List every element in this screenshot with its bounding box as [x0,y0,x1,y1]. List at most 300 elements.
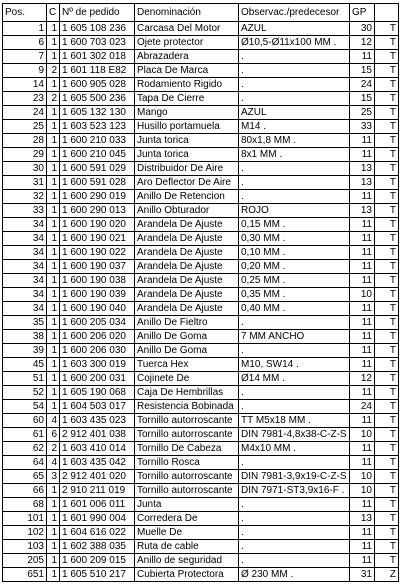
table-row [3,92,399,106]
cell-order-number: 1 600 209 015 [60,554,135,568]
cell-order-number: 1 600 190 021 [60,232,135,246]
table-row [3,246,399,260]
cell-pos: 25 [3,120,47,134]
cell-pos: 64 [3,456,47,470]
cell-type: T [375,512,399,526]
cell-pos: 28 [3,134,47,148]
cell-pos: 14 [3,78,47,92]
cell-notes: . [239,78,350,92]
cell-description: Arandela De Ajuste [135,232,239,246]
cell-notes: . [239,176,350,190]
cell-notes: . [239,554,350,568]
cell-gp: 15 [350,64,375,78]
cell-description: Ojete protector [135,36,239,50]
cell-pos: 34 [3,302,47,316]
cell-description: Tuerca Hex [135,358,239,372]
cell-notes: 0,35 MM . [239,288,350,302]
cell-order-number: 1 600 206 030 [60,344,135,358]
cell-pos: 34 [3,246,47,260]
cell-gp: 11 [350,330,375,344]
cell-notes: 0,40 MM . [239,302,350,316]
cell-qty: 1 [47,176,60,190]
cell-description: Cojinete De [135,372,239,386]
table-row [3,288,399,302]
table-row [3,22,399,36]
cell-description: Tapa De Cierre [135,92,239,106]
table-row [3,134,399,148]
cell-pos: 54 [3,400,47,414]
cell-qty: 1 [47,190,60,204]
cell-description: Tornillo Rosca [135,456,239,470]
cell-pos: 34 [3,232,47,246]
cell-gp: 11 [350,190,375,204]
cell-description: Arandela De Ajuste [135,260,239,274]
table-row [3,484,399,498]
cell-type: T [375,484,399,498]
cell-description: Cubierta Protectora [135,568,239,582]
cell-gp: 30 [350,22,375,36]
table-row [3,498,399,512]
cell-type: T [375,120,399,134]
cell-order-number: 2 912 401 020 [60,470,135,484]
cell-qty: 1 [47,288,60,302]
table-row [3,358,399,372]
cell-type: T [375,50,399,64]
cell-order-number: 1 600 210 033 [60,134,135,148]
cell-order-number: 2 912 401 038 [60,428,135,442]
cell-gp: 11 [350,260,375,274]
cell-pos: 101 [3,512,47,526]
cell-type: T [375,232,399,246]
table-row [3,470,399,484]
table-row [3,232,399,246]
cell-qty: 1 [47,148,60,162]
cell-notes: 0,30 MM . [239,232,350,246]
table-row [3,120,399,134]
cell-notes: 0,25 MM . [239,274,350,288]
cell-gp: 11 [350,386,375,400]
cell-type: T [375,442,399,456]
cell-qty: 1 [47,50,60,64]
cell-description: Junta [135,498,239,512]
cell-order-number: 1 600 190 020 [60,218,135,232]
header-row [3,4,399,22]
cell-description: Junta torica [135,134,239,148]
cell-notes: . [239,316,350,330]
cell-qty: 1 [47,568,60,582]
cell-pos: 32 [3,190,47,204]
cell-qty: 4 [47,456,60,470]
cell-qty: 6 [47,428,60,442]
cell-description: Arandela De Ajuste [135,246,239,260]
cell-gp: 11 [350,134,375,148]
cell-qty: 2 [47,442,60,456]
header-qty: C [47,4,60,22]
cell-gp: 12 [350,36,375,50]
cell-order-number: 1 605 190 068 [60,386,135,400]
cell-order-number: 1 600 190 038 [60,274,135,288]
cell-description: Anillo de seguridad [135,554,239,568]
cell-type: T [375,106,399,120]
cell-description: Tornillo De Cabeza [135,442,239,456]
cell-qty: 1 [47,540,60,554]
cell-type: T [375,64,399,78]
cell-order-number: 1 603 435 023 [60,414,135,428]
cell-order-number: 1 600 905 028 [60,78,135,92]
table-row [3,148,399,162]
cell-order-number: 1 603 523 123 [60,120,135,134]
cell-order-number: 1 600 703 023 [60,36,135,50]
cell-qty: 1 [47,22,60,36]
cell-gp: 11 [350,554,375,568]
cell-description: Caja De Hembrillas [135,386,239,400]
table-row [3,50,399,64]
cell-qty: 4 [47,414,60,428]
table-row [3,442,399,456]
cell-gp: 11 [350,246,375,260]
cell-order-number: 1 600 190 039 [60,288,135,302]
header-order-number: Nº de pedido [60,4,135,22]
cell-description: Abrazadera [135,50,239,64]
cell-gp: 11 [350,414,375,428]
cell-notes: M14 . [239,120,350,134]
cell-pos: 29 [3,148,47,162]
cell-qty: 1 [47,274,60,288]
cell-notes: . [239,190,350,204]
table-row [3,190,399,204]
cell-pos: 33 [3,204,47,218]
cell-pos: 205 [3,554,47,568]
cell-description: Distribuidor De Aire [135,162,239,176]
table-row [3,64,399,78]
cell-order-number: 1 603 410 014 [60,442,135,456]
cell-type: Z [375,568,399,582]
cell-description: Placa De Marca [135,64,239,78]
cell-order-number: 1 605 132 130 [60,106,135,120]
cell-pos: 34 [3,288,47,302]
cell-order-number: 1 601 302 018 [60,50,135,64]
cell-order-number: 1 601 006 011 [60,498,135,512]
cell-gp: 11 [350,274,375,288]
cell-pos: 24 [3,106,47,120]
cell-notes: 7 MM ANCHO [239,330,350,344]
table-row [3,400,399,414]
cell-type: T [375,456,399,470]
cell-type: T [375,148,399,162]
cell-gp: 11 [350,344,375,358]
cell-qty: 3 [47,470,60,484]
cell-notes: Ø 230 MM . [239,568,350,582]
cell-order-number: 1 600 200 031 [60,372,135,386]
cell-description: Ruta de cable [135,540,239,554]
cell-type: T [375,260,399,274]
cell-type: T [375,92,399,106]
cell-qty: 2 [47,92,60,106]
table-row [3,344,399,358]
table-header [3,4,399,22]
cell-notes: M4x10 MM . [239,442,350,456]
table-row [3,540,399,554]
header-description: Denominación [135,4,239,22]
cell-qty: 1 [47,554,60,568]
cell-description: Anillo Obturador [135,204,239,218]
cell-qty: 1 [47,260,60,274]
cell-pos: 35 [3,316,47,330]
cell-type: T [375,162,399,176]
cell-pos: 51 [3,372,47,386]
cell-type: T [375,316,399,330]
cell-description: Corredera De [135,512,239,526]
cell-gp: 11 [350,302,375,316]
cell-description: Anillo De Retencion [135,190,239,204]
cell-type: T [375,22,399,36]
cell-type: T [375,134,399,148]
cell-pos: 31 [3,176,47,190]
cell-gp: 12 [350,372,375,386]
cell-qty: 1 [47,302,60,316]
cell-type: T [375,302,399,316]
cell-qty: 1 [47,204,60,218]
cell-notes: 80x1,8 MM . [239,134,350,148]
cell-description: Junta torica [135,148,239,162]
cell-description: Arandela De Ajuste [135,302,239,316]
header-notes: Observac./predecesor [239,4,350,22]
cell-qty: 1 [47,344,60,358]
cell-notes: TT M5x18 MM . [239,414,350,428]
cell-gp: 13 [350,512,375,526]
cell-type: T [375,204,399,218]
cell-gp: 11 [350,540,375,554]
cell-notes: 0,20 MM . [239,260,350,274]
cell-qty: 1 [47,372,60,386]
cell-order-number: 1 600 210 045 [60,148,135,162]
cell-description: Carcasa Del Motor [135,22,239,36]
cell-pos: 7 [3,50,47,64]
table-row [3,218,399,232]
cell-order-number: 1 600 290 013 [60,204,135,218]
cell-notes: 0,15 MM . [239,218,350,232]
table-row [3,176,399,190]
cell-pos: 52 [3,386,47,400]
cell-notes: Ø10,5-Ø11x100 MM . [239,36,350,50]
cell-order-number: 1 600 205 034 [60,316,135,330]
cell-gp: 11 [350,526,375,540]
cell-pos: 38 [3,330,47,344]
cell-gp: 10 [350,470,375,484]
cell-qty: 1 [47,386,60,400]
cell-pos: 1 [3,22,47,36]
cell-order-number: 1 605 510 217 [60,568,135,582]
cell-description: Arandela De Ajuste [135,218,239,232]
cell-qty: 1 [47,316,60,330]
cell-qty: 1 [47,120,60,134]
cell-qty: 1 [47,134,60,148]
cell-type: T [375,176,399,190]
cell-qty: 1 [47,498,60,512]
cell-qty: 1 [47,330,60,344]
cell-order-number: 1 600 591 029 [60,162,135,176]
table-row [3,512,399,526]
cell-notes: . [239,92,350,106]
cell-notes: DIN 7971-ST3,9x16-F . [239,484,350,498]
cell-notes: . [239,50,350,64]
cell-gp: 11 [350,498,375,512]
cell-pos: 23 [3,92,47,106]
cell-qty: 1 [47,218,60,232]
cell-type: T [375,274,399,288]
cell-notes: . [239,400,350,414]
cell-description: Arandela De Ajuste [135,288,239,302]
cell-order-number: 1 602 388 035 [60,540,135,554]
cell-description: Muelle De [135,526,239,540]
cell-notes: M10, SW14 . [239,358,350,372]
cell-gp: 11 [350,232,375,246]
table-row [3,428,399,442]
cell-gp: 33 [350,120,375,134]
cell-qty: 2 [47,64,60,78]
parts-table [2,3,399,582]
cell-notes: . [239,540,350,554]
table-row [3,414,399,428]
cell-notes: Ø14 MM . [239,372,350,386]
cell-description: Anillo De Fieltro [135,316,239,330]
table-row [3,260,399,274]
cell-description: Anillo De Goma [135,344,239,358]
table-row [3,302,399,316]
cell-description: Tornillo autorroscante [135,484,239,498]
cell-gp: 11 [350,218,375,232]
cell-pos: 651 [3,568,47,582]
cell-pos: 6 [3,36,47,50]
cell-order-number: 2 910 211 019 [60,484,135,498]
cell-notes: . [239,386,350,400]
table-row [3,526,399,540]
cell-notes: . [239,498,350,512]
table-row [3,554,399,568]
cell-pos: 102 [3,526,47,540]
cell-gp: 13 [350,176,375,190]
cell-gp: 11 [350,456,375,470]
table-row [3,456,399,470]
cell-description: Arandela De Ajuste [135,274,239,288]
header-gp: GP [350,4,375,22]
header-type [375,4,399,22]
cell-type: T [375,470,399,484]
cell-pos: 62 [3,442,47,456]
cell-gp: 11 [350,148,375,162]
cell-type: T [375,554,399,568]
table-row [3,204,399,218]
cell-qty: 1 [47,512,60,526]
cell-gp: 11 [350,316,375,330]
cell-order-number: 1 603 435 042 [60,456,135,470]
cell-gp: 11 [350,442,375,456]
cell-type: T [375,190,399,204]
cell-qty: 1 [47,162,60,176]
cell-pos: 60 [3,414,47,428]
cell-gp: 13 [350,204,375,218]
cell-type: T [375,540,399,554]
table-row [3,106,399,120]
cell-gp: 31 [350,568,375,582]
cell-pos: 34 [3,274,47,288]
table-row [3,274,399,288]
cell-gp: 11 [350,358,375,372]
cell-gp: 10 [350,288,375,302]
cell-order-number: 1 600 190 022 [60,246,135,260]
cell-description: Tornillo autorroscante [135,470,239,484]
cell-type: T [375,358,399,372]
cell-qty: 1 [47,400,60,414]
cell-qty: 1 [47,358,60,372]
table-row [3,316,399,330]
table-row [3,162,399,176]
cell-pos: 68 [3,498,47,512]
cell-notes: . [239,344,350,358]
cell-gp: 10 [350,484,375,498]
cell-qty: 1 [47,484,60,498]
cell-order-number: 1 601 990 004 [60,512,135,526]
table-row [3,372,399,386]
table-body [3,22,399,582]
cell-gp: 11 [350,50,375,64]
cell-qty: 1 [47,526,60,540]
cell-description: Resistencia Bobinada [135,400,239,414]
cell-gp: 25 [350,106,375,120]
cell-qty: 1 [47,246,60,260]
cell-type: T [375,288,399,302]
cell-notes: DIN 7981-4,8x38-C-Z-S [239,428,350,442]
cell-notes: . [239,64,350,78]
cell-order-number: 1 604 503 017 [60,400,135,414]
table-row [3,568,399,582]
cell-description: Tornillo autorroscante [135,428,239,442]
cell-type: T [375,400,399,414]
cell-type: T [375,344,399,358]
cell-notes: . [239,526,350,540]
cell-notes: AZUL [239,106,350,120]
cell-notes: . [239,512,350,526]
cell-notes: AZUL [239,22,350,36]
cell-pos: 45 [3,358,47,372]
cell-type: T [375,36,399,50]
cell-notes: DIN 7981-3,9x19-C-Z-S [239,470,350,484]
cell-type: T [375,218,399,232]
cell-type: T [375,246,399,260]
cell-description: Rodamiento Rigido [135,78,239,92]
cell-gp: 10 [350,428,375,442]
cell-notes: . [239,456,350,470]
cell-order-number: 1 604 616 022 [60,526,135,540]
cell-order-number: 1 600 591 028 [60,176,135,190]
cell-pos: 34 [3,218,47,232]
cell-notes: 0,10 MM . [239,246,350,260]
header-pos: Pos. [3,4,47,22]
cell-order-number: 1 603 300 019 [60,358,135,372]
cell-pos: 66 [3,484,47,498]
cell-type: T [375,414,399,428]
cell-type: T [375,428,399,442]
cell-description: Husillo portamuela [135,120,239,134]
cell-qty: 1 [47,232,60,246]
cell-notes: ROJO [239,204,350,218]
cell-gp: 13 [350,162,375,176]
cell-pos: 30 [3,162,47,176]
cell-description: Anillo De Goma [135,330,239,344]
cell-pos: 65 [3,470,47,484]
cell-description: Mango [135,106,239,120]
cell-order-number: 1 601 118 E82 [60,64,135,78]
